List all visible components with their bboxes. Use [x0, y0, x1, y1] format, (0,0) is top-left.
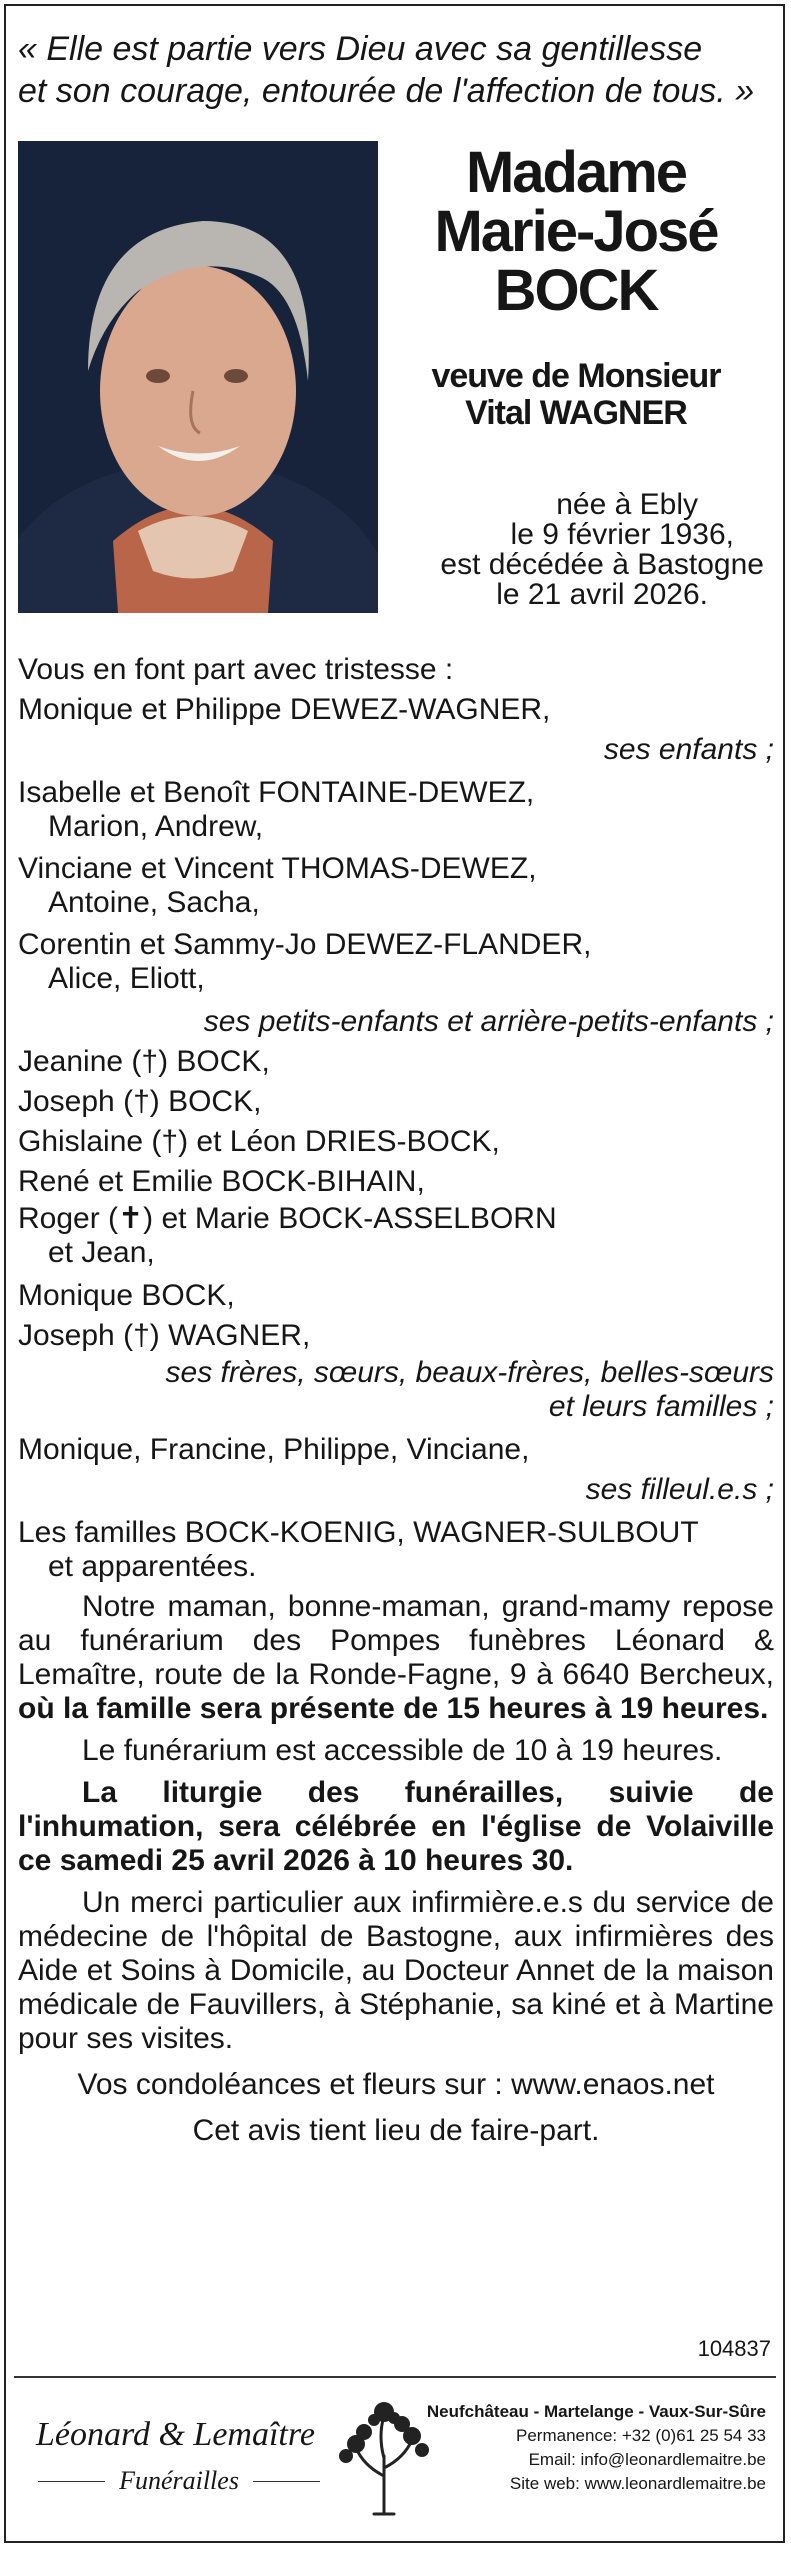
- email[interactable]: Email: info@leonardlemaitre.be: [528, 2450, 766, 2469]
- sibling-line: Joseph (†) WAGNER,: [18, 1319, 311, 1352]
- funeral-home-footer: [14, 2380, 776, 2540]
- sibling-line: Roger (✝) et Marie BOCK-ASSELBORN: [18, 1202, 557, 1235]
- tree-logo-icon: [334, 2396, 434, 2516]
- detail-line: est décédée à Bastogne: [440, 548, 764, 581]
- godchildren-line: Monique, Francine, Philippe, Vinciane,: [18, 1433, 530, 1466]
- detail-line: née à Ebly: [556, 488, 698, 521]
- opening-quote: [18, 28, 778, 112]
- company-name: Léonard & Lemaître: [36, 2416, 315, 2453]
- birth-death-details: [380, 490, 764, 610]
- families-line: Les familles BOCK-KOENIG, WAGNER-SULBOUT: [18, 1516, 699, 1549]
- divider: [38, 2481, 105, 2482]
- footer-divider: [14, 2376, 776, 2378]
- quote-line: et son courage, entourée de l'affection de tous. »: [18, 72, 755, 110]
- sibling-line: Jeanine (†) BOCK,: [18, 1045, 270, 1078]
- great-grandchildren: Alice, Eliott,: [48, 962, 205, 995]
- detail-line: le 21 avril 2026.: [496, 578, 708, 611]
- obituary-body: [18, 650, 774, 2154]
- first-name: Marie-José: [434, 199, 718, 264]
- portrait-illustration: [18, 141, 378, 613]
- honorific: Madame: [465, 140, 687, 205]
- phone: Permanence: +32 (0)61 25 54 33: [516, 2426, 766, 2445]
- child-line: Monique et Philippe DEWEZ-WAGNER,: [18, 693, 551, 726]
- thanks-paragraph: Un merci particulier aux infirmière.e.s du service de médecine de l'hôpital de Bastogne, aux infirmières des Aide et Soins à Domicile, au Docteur Annet de la maison médicale de Fauvillers, à Stéphanie, sa kiné et à Martine pour ses visites.: [18, 1886, 774, 2055]
- sibling-line: René et Emilie BOCK-BIHAIN,: [18, 1165, 425, 1198]
- locations: Neufchâteau - Martelange - Vaux-Sur-Sûre: [426, 2402, 766, 2421]
- funerarium-paragraph: [18, 1590, 774, 1726]
- relation-godchildren: ses filleul.e.s ;: [585, 1473, 774, 1506]
- widow-line: veuve de Monsieur: [431, 357, 721, 395]
- sibling-line: Joseph (†) BOCK,: [18, 1085, 262, 1118]
- last-name: BOCK: [494, 258, 658, 323]
- company-subtitle: Funérailles: [119, 2466, 239, 2495]
- sibling-line: Monique BOCK,: [18, 1279, 235, 1312]
- website[interactable]: Site web: www.leonardlemaitre.be: [509, 2474, 766, 2493]
- great-grandchildren: Antoine, Sacha,: [48, 886, 260, 919]
- contact-block: [427, 2400, 766, 2496]
- widow-of: [380, 358, 772, 432]
- grandchild-couple: Vinciane et Vincent THOMAS-DEWEZ,: [18, 852, 537, 885]
- reference-number: 104837: [697, 2336, 771, 2361]
- relation-siblings-line: et leurs familles ;: [548, 1390, 774, 1423]
- deceased-header: [380, 140, 772, 432]
- portrait-photo: [18, 141, 378, 613]
- company-subtitle-row: [38, 2466, 320, 2496]
- detail-line: le 9 février 1936,: [510, 518, 734, 551]
- sibling-extra: et Jean,: [48, 1236, 155, 1269]
- great-grandchildren: Marion, Andrew,: [48, 810, 264, 843]
- widow-line: Vital WAGNER: [465, 394, 687, 432]
- grandchild-couple: Corentin et Sammy-Jo DEWEZ-FLANDER,: [18, 928, 592, 961]
- divider: [253, 2481, 320, 2482]
- visiting-hours: Le funérarium est accessible de 10 à 19 heures.: [82, 1734, 723, 1767]
- notice-line: Cet avis tient lieu de faire-part.: [192, 2114, 600, 2147]
- relation-children: ses enfants ;: [603, 733, 774, 766]
- intro-line: Vous en font part avec tristesse :: [18, 653, 454, 686]
- relation-siblings: [18, 1356, 774, 1424]
- condolences-line: Vos condoléances et fleurs sur : www.enaos.net: [77, 2068, 715, 2101]
- relation-grandchildren: ses petits-enfants et arrière-petits-enfants ;: [203, 1005, 774, 1038]
- quote-line: « Elle est partie vers Dieu avec sa gentillesse: [18, 30, 703, 68]
- relation-siblings-line: ses frères, sœurs, beaux-frères, belles-sœurs: [165, 1356, 774, 1389]
- funerarium-hours: où la famille sera présente de 15 heures à 19 heures.: [18, 1692, 769, 1725]
- families-extra: et apparentées.: [48, 1550, 257, 1583]
- liturgy-paragraph: La liturgie des funérailles, suivie de l'inhumation, sera célébrée en l'église de Volaiville ce samedi 25 avril 2026 à 10 heures 30.: [18, 1776, 774, 1877]
- grandchild-couple: Isabelle et Benoît FONTAINE-DEWEZ,: [18, 776, 535, 809]
- sibling-line: Ghislaine (†) et Léon DRIES-BOCK,: [18, 1125, 500, 1158]
- funerarium-text: Notre maman, bonne-maman, grand-mamy repose au funérarium des Pompes funèbres Léonard & Lemaître, route de la Ronde-Fagne, 9 à 6640 Bercheux,: [18, 1590, 774, 1691]
